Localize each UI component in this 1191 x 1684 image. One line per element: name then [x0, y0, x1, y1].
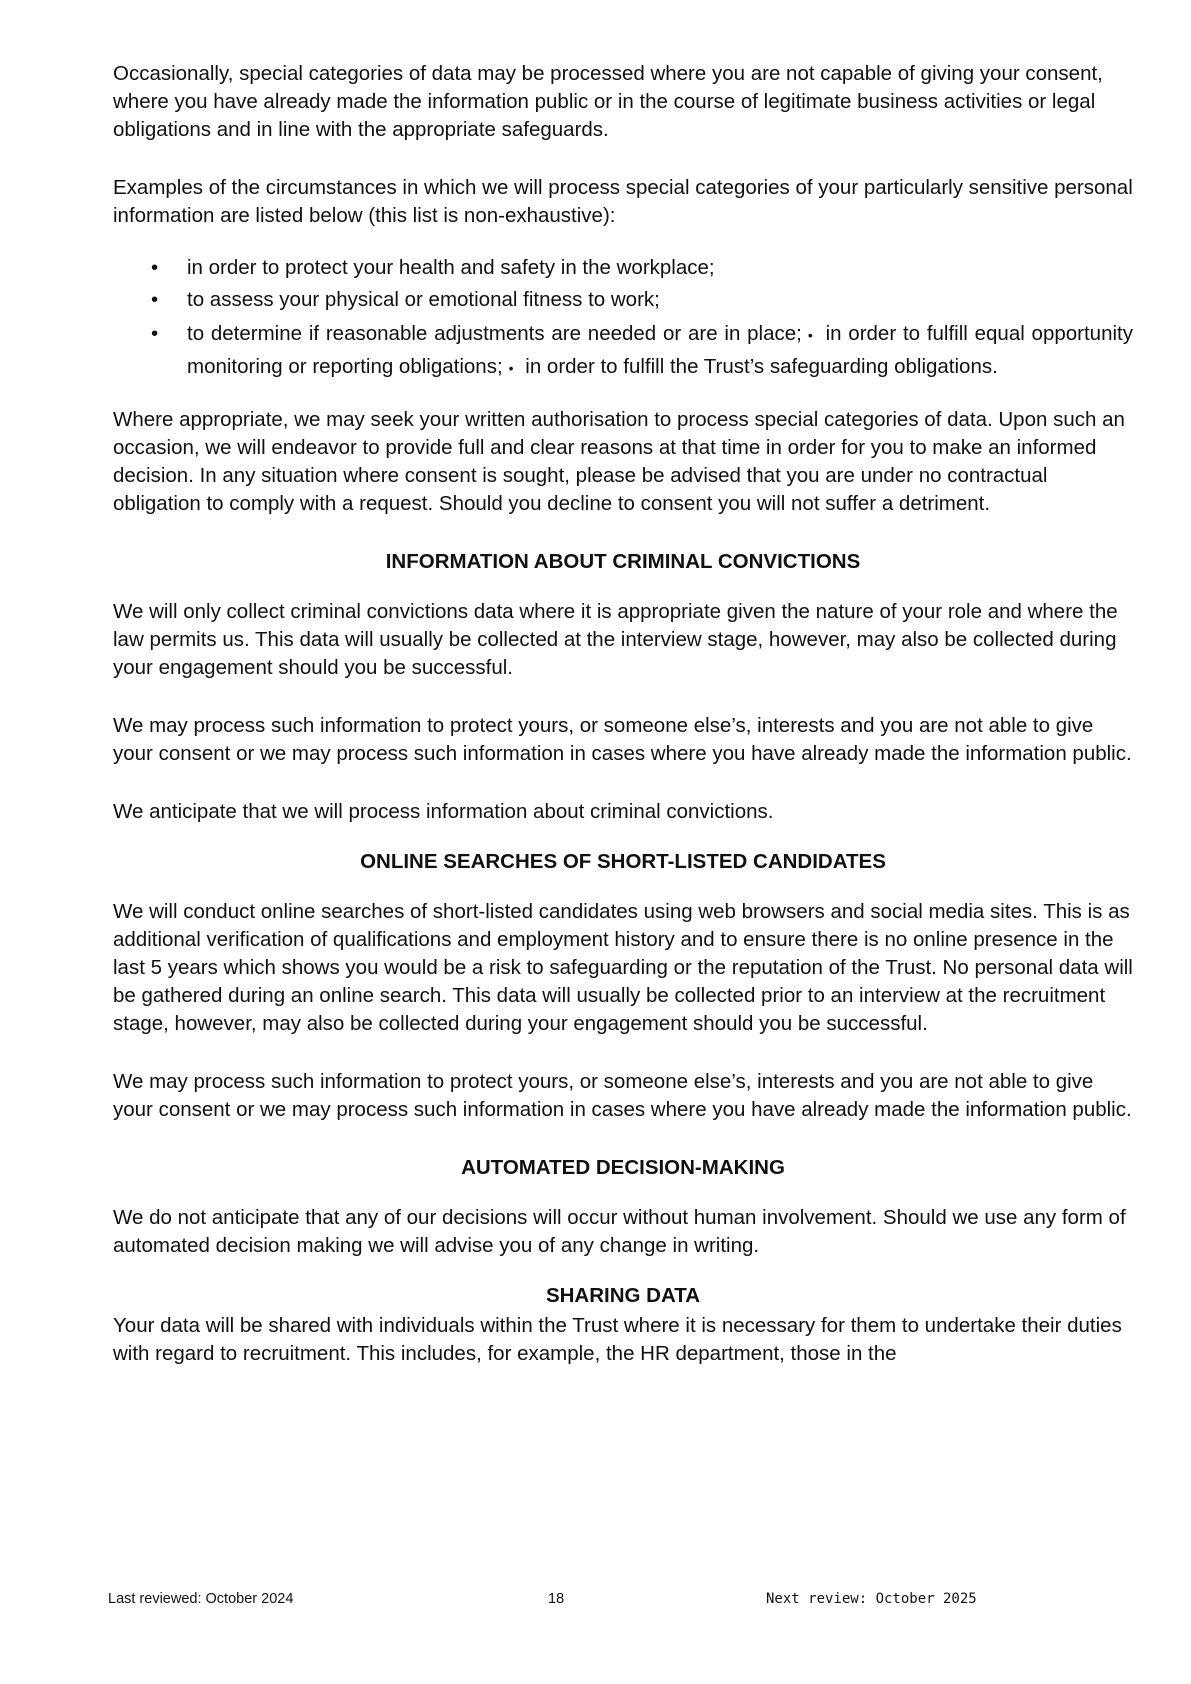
- list-item-text: in order to fulfill the Trust’s safeguarding obligations.: [525, 355, 998, 378]
- sharing-data-paragraph: Your data will be shared with individuals within the Trust where it is necessary for them to undertake their duties with regard to recruitment. This includes, for example, the HR department, those in the: [113, 1314, 1122, 1365]
- page-number: 18: [548, 1591, 565, 1607]
- inline-bullet-icon: •: [508, 360, 514, 376]
- next-review-date: Next review: October 2025: [766, 1591, 977, 1607]
- authorisation-paragraph: Where appropriate, we may seek your written authorisation to process special categories of data. Upon such an occasion, we will endeavor to provide full and clear reasons at that time in order for you to make an informed decision. In any situation where consent is sought, please be advised that you are under no contractual obligation to comply with a request. Should you decline to consent you will not suffer a detriment.: [113, 408, 1125, 515]
- document-body: [113, 60, 1133, 1398]
- list-item-text: in order to protect your health and safety in the workplace;: [187, 256, 715, 279]
- bullet-icon: •: [151, 256, 159, 279]
- list-item-text: to determine if reasonable adjustments are needed or are in place;: [187, 322, 802, 345]
- criminal-convictions-paragraph-2: We may process such information to protect yours, or someone else’s, interests and you are not able to give your consent or we may process such information in cases where you have already made the information public.: [113, 714, 1132, 765]
- criminal-convictions-heading: INFORMATION ABOUT CRIMINAL CONVICTIONS: [385, 550, 861, 573]
- sharing-data-heading: SHARING DATA: [545, 1284, 701, 1307]
- list-item: [113, 318, 1133, 384]
- online-searches-heading: ONLINE SEARCHES OF SHORT-LISTED CANDIDATES: [360, 850, 886, 873]
- automated-decision-heading: AUTOMATED DECISION-MAKING: [461, 1156, 785, 1179]
- criminal-convictions-paragraph-3: We anticipate that we will process information about criminal convictions.: [113, 800, 774, 823]
- list-item-text: to assess your physical or emotional fitness to work;: [187, 288, 660, 311]
- bullet-icon: •: [151, 322, 159, 345]
- automated-decision-paragraph: We do not anticipate that any of our decisions will occur without human involvement. Should we use any form of automated decision making we will advise you of any change in writing.: [113, 1206, 1126, 1257]
- inline-bullet-icon: •: [807, 327, 813, 343]
- intro-paragraph-special-categories: Occasionally, special categories of data may be processed where you are not capable of giving your consent, where you have already made the information public or in the course of legitimate business activities or legal obligations and in line with the appropriate safeguards.: [113, 62, 1103, 141]
- special-categories-list: [113, 254, 1133, 384]
- list-item: [113, 286, 1133, 314]
- online-searches-paragraph-1: We will conduct online searches of short-listed candidates using web browsers and social media sites. This is as additional verification of qualifications and employment history and to ensure there is no online presence in the last 5 years which shows you would be a risk to safeguarding or the reputation of the Trust. No personal data will be gathered during an online search. This data will usually be collected prior to an interview at the recruitment stage, however, may also be collected during your engagement should you be successful.: [113, 900, 1133, 1035]
- list-item-text: in order to fulfill equal opportunity monitoring or reporting obligations;: [187, 322, 1133, 378]
- online-searches-paragraph-2: We may process such information to protect yours, or someone else’s, interests and you are not able to give your consent or we may process such information in cases where you have already made the information public.: [113, 1070, 1132, 1121]
- list-item: [113, 254, 1133, 282]
- criminal-convictions-paragraph-1: We will only collect criminal convictions data where it is appropriate given the nature of your role and where the law permits us. This data will usually be collected at the interview stage, however, may also be collected during your engagement should you be successful.: [113, 600, 1118, 679]
- bullet-icon: •: [151, 288, 159, 311]
- intro-paragraph-examples: Examples of the circumstances in which we will process special categories of your particularly sensitive personal information are listed below (this list is non-exhaustive):: [113, 176, 1133, 227]
- last-reviewed-date: Last reviewed: October 2024: [108, 1591, 294, 1607]
